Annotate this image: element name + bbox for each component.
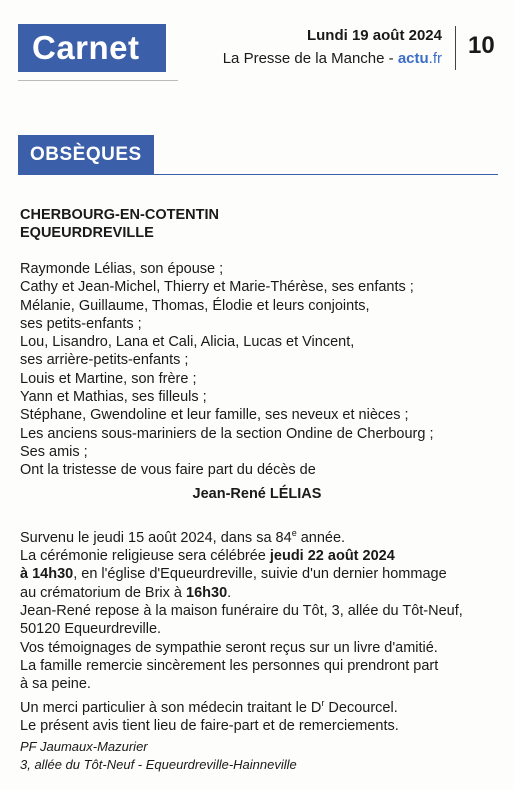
family-line: Les anciens sous-mariniers de la section Ondine de Cherbourg ; <box>20 425 434 442</box>
header-rule <box>18 80 178 81</box>
location-city: CHERBOURG-EN-COTENTIN <box>20 207 219 223</box>
detail-text: , en l'église d'Equeurdreville, suivie d'un dernier hommage <box>73 566 447 583</box>
issue-date: Lundi 19 août 2024 <box>306 27 442 44</box>
detail-line: Vos témoignages de sympathie seront reçus sur un livre d'amitié. <box>20 639 438 656</box>
site-tld: .fr <box>428 50 442 67</box>
detail-text: Un merci particulier à son médecin traitant le D <box>20 699 322 716</box>
family-line: Raymonde Lélias, son épouse ; <box>20 261 224 277</box>
location-heading <box>20 206 219 242</box>
header-divider <box>455 26 456 70</box>
detail-line <box>20 547 505 565</box>
ceremony-date: jeudi 22 août 2024 <box>269 548 395 565</box>
location-town: EQUEURDREVILLE <box>20 225 154 241</box>
detail-line: Jean-René repose à la maison funéraire du Tôt, 3, allée du Tôt-Neuf, <box>20 603 463 620</box>
detail-line: 50120 Equeurdreville. <box>20 621 162 638</box>
funeral-home-signature <box>20 738 297 774</box>
family-line: Cathy et Jean-Michel, Thierry et Marie-Thérèse, ses enfants ; <box>20 279 414 296</box>
detail-line: La famille remercie sincèrement les personnes qui prendront part <box>20 657 439 674</box>
detail-text: année. <box>296 529 346 546</box>
family-line: Lou, Lisandro, Lana et Cali, Alicia, Lucas et Vincent, <box>20 334 355 351</box>
page-number: 10 <box>468 32 495 59</box>
category-underline <box>18 174 498 175</box>
detail-line <box>20 565 505 583</box>
ceremony-time: à 14h30 <box>20 566 74 583</box>
category-badge: OBSÈQUES <box>18 135 154 174</box>
cremation-time: 16h30 <box>186 584 228 601</box>
newspaper-title: La Presse de la Manche - <box>222 50 398 67</box>
title-suffix: r <box>321 697 325 708</box>
ordinal-suffix: e <box>291 528 297 538</box>
page-header <box>0 0 514 100</box>
detail-text: Decourcel. <box>324 699 398 716</box>
detail-line: à sa peine. <box>20 676 91 693</box>
family-line: ses petits-enfants ; <box>20 315 142 332</box>
ceremony-details <box>20 524 505 735</box>
detail-text: au crématorium de Brix à <box>20 584 187 601</box>
detail-line: Le présent avis tient lieu de faire-part et de remerciements. <box>20 717 399 734</box>
family-line: Ses amis ; <box>20 443 88 460</box>
site-name: actu <box>397 50 429 67</box>
funeral-home-address: 3, allée du Tôt-Neuf - Equeurdreville-Hainneville <box>20 757 297 772</box>
detail-text: . <box>227 584 232 601</box>
newspaper-name <box>223 50 442 67</box>
detail-line <box>20 524 505 547</box>
family-line: Stéphane, Gwendoline et leur famille, ses neveux et nièces ; <box>20 407 409 424</box>
funeral-home-name: PF Jaumaux-Mazurier <box>20 739 148 754</box>
detail-text: Survenu le jeudi 15 août 2024, dans sa 84 <box>20 529 292 546</box>
detail-line <box>20 584 505 602</box>
family-list <box>20 260 500 480</box>
detail-text: La cérémonie religieuse sera célébrée <box>20 548 270 565</box>
detail-line <box>20 694 505 717</box>
family-line: Ont la tristesse de vous faire part du décès de <box>20 462 316 479</box>
family-line: Yann et Mathias, ses filleuls ; <box>20 389 207 406</box>
family-line: Mélanie, Guillaume, Thomas, Élodie et leurs conjoints, <box>20 297 370 314</box>
deceased-name: Jean-René LÉLIAS <box>192 486 322 502</box>
section-title: Carnet <box>18 24 166 72</box>
family-line: ses arrière-petits-enfants ; <box>20 352 189 369</box>
family-line: Louis et Martine, son frère ; <box>20 370 197 387</box>
